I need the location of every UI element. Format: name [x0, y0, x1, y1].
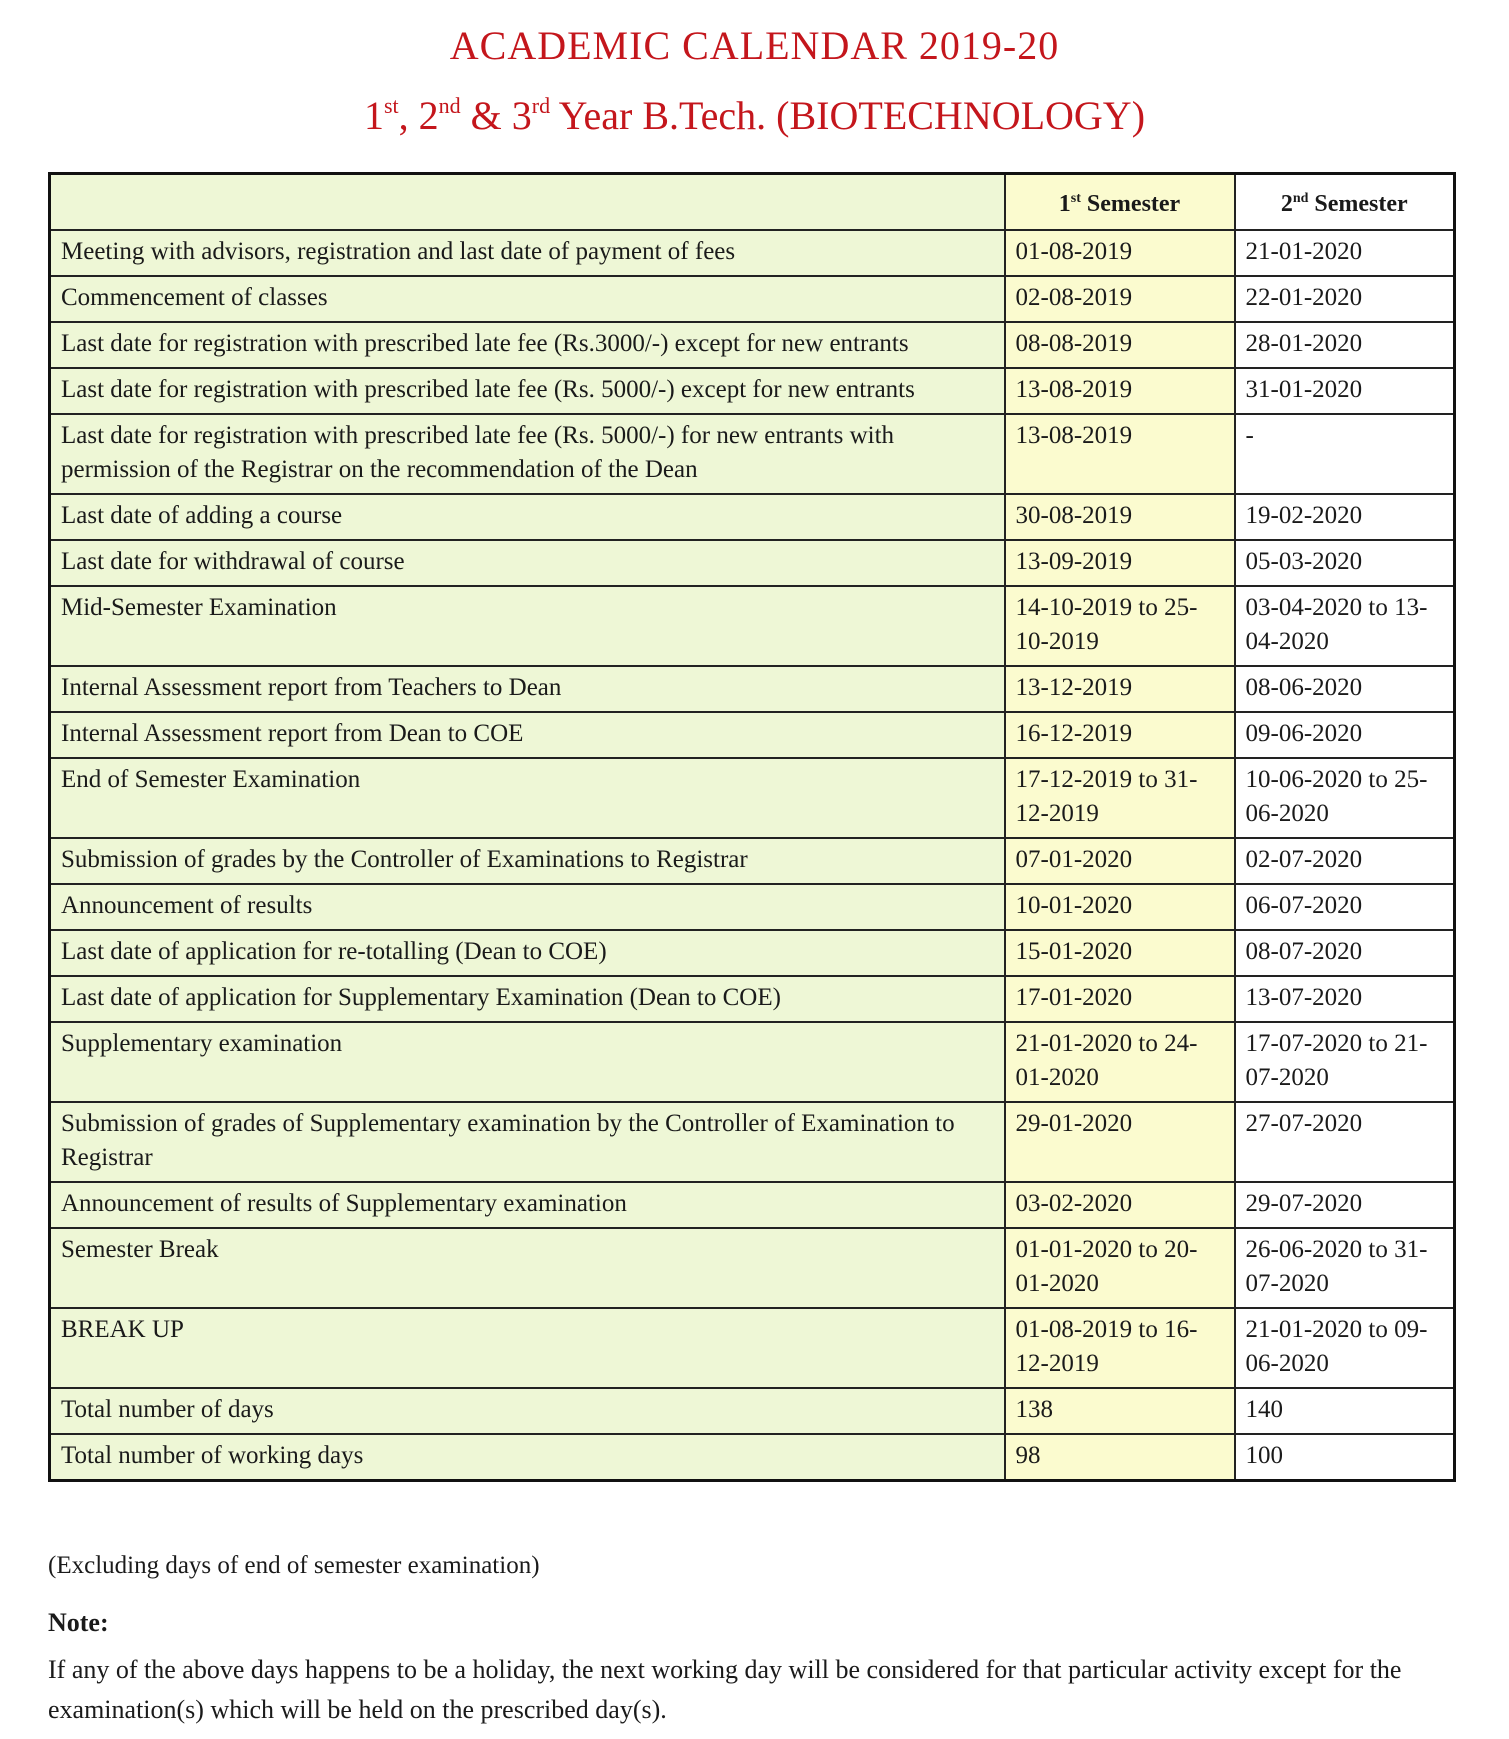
sem1-date-cell: 01-01-2020 to 20-01-2020 [1005, 1228, 1235, 1308]
activity-cell: Last date for registration with prescribed late fee (Rs. 5000/-) for new entrants with permission of the Registrar on the recommendation of the Dean [50, 414, 1005, 494]
subtitle-rest: Year B.Tech. (BIOTECHNOLOGY) [550, 93, 1146, 138]
sem1-date-cell: 15-01-2020 [1005, 930, 1235, 976]
calendar-table [48, 172, 1456, 1482]
table-row [50, 1434, 1455, 1481]
header-sem2-sup: nd [1292, 190, 1309, 206]
sem2-date-cell: 13-07-2020 [1235, 976, 1455, 1022]
page-subtitle [0, 92, 1509, 139]
activity-cell: Internal Assessment report from Teachers to Dean [50, 666, 1005, 712]
sem1-date-cell: 03-02-2020 [1005, 1182, 1235, 1228]
sem1-date-cell: 14-10-2019 to 25-10-2019 [1005, 586, 1235, 666]
sem1-date-cell: 08-08-2019 [1005, 322, 1235, 368]
sem1-date-cell: 07-01-2020 [1005, 838, 1235, 884]
sem1-date-cell: 13-08-2019 [1005, 368, 1235, 414]
subtitle-year3-sup: rd [531, 93, 551, 118]
activity-cell: Last date for withdrawal of course [50, 540, 1005, 586]
table-row [50, 1228, 1455, 1308]
activity-cell: Meeting with advisors, registration and last date of payment of fees [50, 230, 1005, 276]
header-sem2-num: 2 [1280, 190, 1293, 217]
table-row [50, 230, 1455, 276]
header-sem1 [1005, 174, 1235, 231]
activity-cell: Internal Assessment report from Dean to COE [50, 712, 1005, 758]
table-row [50, 1388, 1455, 1434]
table-row [50, 494, 1455, 540]
sem2-date-cell: 03-04-2020 to 13-04-2020 [1235, 586, 1455, 666]
sem1-date-cell: 17-01-2020 [1005, 976, 1235, 1022]
table-row [50, 322, 1455, 368]
sem1-date-cell: 01-08-2019 [1005, 230, 1235, 276]
activity-cell: Announcement of results of Supplementary examination [50, 1182, 1005, 1228]
header-activity-cell [50, 174, 1005, 231]
sem2-date-cell: 08-06-2020 [1235, 666, 1455, 712]
sem2-date-cell: 19-02-2020 [1235, 494, 1455, 540]
page-title: ACADEMIC CALENDAR 2019-20 [449, 23, 1060, 68]
table-row [50, 276, 1455, 322]
table-row [50, 368, 1455, 414]
sem2-date-cell: 140 [1235, 1388, 1455, 1434]
sem2-date-cell: 05-03-2020 [1235, 540, 1455, 586]
sem1-date-cell: 16-12-2019 [1005, 712, 1235, 758]
sem2-date-cell: 09-06-2020 [1235, 712, 1455, 758]
sem2-date-cell: 29-07-2020 [1235, 1182, 1455, 1228]
sem2-date-cell: - [1235, 414, 1455, 494]
excluding-note: (Excluding days of end of semester examination) [48, 1552, 540, 1579]
sem2-date-cell: 22-01-2020 [1235, 276, 1455, 322]
sem2-date-cell: 21-01-2020 [1235, 230, 1455, 276]
activity-cell: End of Semester Examination [50, 758, 1005, 838]
activity-cell: Submission of grades of Supplementary examination by the Controller of Examination to Registrar [50, 1102, 1005, 1182]
activity-cell: Last date for registration with prescribed late fee (Rs. 5000/-) except for new entrants [50, 368, 1005, 414]
table-row [50, 930, 1455, 976]
header-sem1-text: Semester [1080, 190, 1181, 217]
sem2-date-cell: 100 [1235, 1434, 1455, 1481]
sem1-date-cell: 10-01-2020 [1005, 884, 1235, 930]
activity-cell: Submission of grades by the Controller of Examinations to Registrar [50, 838, 1005, 884]
table-row [50, 1308, 1455, 1388]
activity-cell: Total number of working days [50, 1434, 1005, 1481]
table-row [50, 586, 1455, 666]
sem2-date-cell: 28-01-2020 [1235, 322, 1455, 368]
sem1-date-cell: 13-12-2019 [1005, 666, 1235, 712]
sem1-date-cell: 02-08-2019 [1005, 276, 1235, 322]
sem2-date-cell: 08-07-2020 [1235, 930, 1455, 976]
table-row [50, 1022, 1455, 1102]
table-row [50, 666, 1455, 712]
table-row [50, 540, 1455, 586]
sem2-date-cell: 26-06-2020 to 31-07-2020 [1235, 1228, 1455, 1308]
sem2-date-cell: 10-06-2020 to 25-06-2020 [1235, 758, 1455, 838]
subtitle-year3-num: 3 [511, 93, 532, 138]
header-sem2-text: Semester [1308, 190, 1408, 217]
sem1-date-cell: 13-09-2019 [1005, 540, 1235, 586]
table-row [50, 712, 1455, 758]
sem1-date-cell: 21-01-2020 to 24-01-2020 [1005, 1022, 1235, 1102]
sem2-date-cell: 27-07-2020 [1235, 1102, 1455, 1182]
subtitle-year2-sup: nd [438, 93, 461, 118]
sem1-date-cell: 29-01-2020 [1005, 1102, 1235, 1182]
table-header-row [50, 174, 1455, 231]
sem1-date-cell: 98 [1005, 1434, 1235, 1481]
sem1-date-cell: 01-08-2019 to 16-12-2019 [1005, 1308, 1235, 1388]
activity-cell: Announcement of results [50, 884, 1005, 930]
note-text: If any of the above days happens to be a holiday, the next working day will be considered for that particular activity except for the examination(s) which will be held on the prescribed day(s). [48, 1655, 1402, 1724]
header-sem2 [1235, 174, 1455, 231]
activity-cell: Last date of application for re-totalling (Dean to COE) [50, 930, 1005, 976]
activity-cell: Last date of adding a course [50, 494, 1005, 540]
header-sem1-num: 1 [1058, 190, 1071, 217]
subtitle-year1-num: 1 [363, 93, 384, 138]
header-sem1-sup: st [1070, 190, 1081, 206]
sem1-date-cell: 30-08-2019 [1005, 494, 1235, 540]
sem2-date-cell: 06-07-2020 [1235, 884, 1455, 930]
activity-cell: Supplementary examination [50, 1022, 1005, 1102]
table-row [50, 976, 1455, 1022]
table-row [50, 838, 1455, 884]
activity-cell: Mid-Semester Examination [50, 586, 1005, 666]
table-row [50, 758, 1455, 838]
activity-cell: BREAK UP [50, 1308, 1005, 1388]
activity-cell: Commencement of classes [50, 276, 1005, 322]
table-row [50, 884, 1455, 930]
sem2-date-cell: 21-01-2020 to 09-06-2020 [1235, 1308, 1455, 1388]
subtitle-sep2: & [460, 93, 512, 138]
sem1-date-cell: 17-12-2019 to 31-12-2019 [1005, 758, 1235, 838]
subtitle-year1-sup: st [383, 93, 399, 118]
activity-cell: Total number of days [50, 1388, 1005, 1434]
table-row [50, 414, 1455, 494]
sem1-date-cell: 138 [1005, 1388, 1235, 1434]
subtitle-year2-num: 2 [418, 93, 439, 138]
sem2-date-cell: 17-07-2020 to 21-07-2020 [1235, 1022, 1455, 1102]
table-row [50, 1182, 1455, 1228]
table-row [50, 1102, 1455, 1182]
activity-cell: Last date for registration with prescribed late fee (Rs.3000/-) except for new entrants [50, 322, 1005, 368]
subtitle-sep1: , [398, 93, 419, 138]
activity-cell: Last date of application for Supplementary Examination (Dean to COE) [50, 976, 1005, 1022]
note-heading: Note: [48, 1608, 109, 1637]
activity-cell: Semester Break [50, 1228, 1005, 1308]
sem2-date-cell: 02-07-2020 [1235, 838, 1455, 884]
sem2-date-cell: 31-01-2020 [1235, 368, 1455, 414]
sem1-date-cell: 13-08-2019 [1005, 414, 1235, 494]
